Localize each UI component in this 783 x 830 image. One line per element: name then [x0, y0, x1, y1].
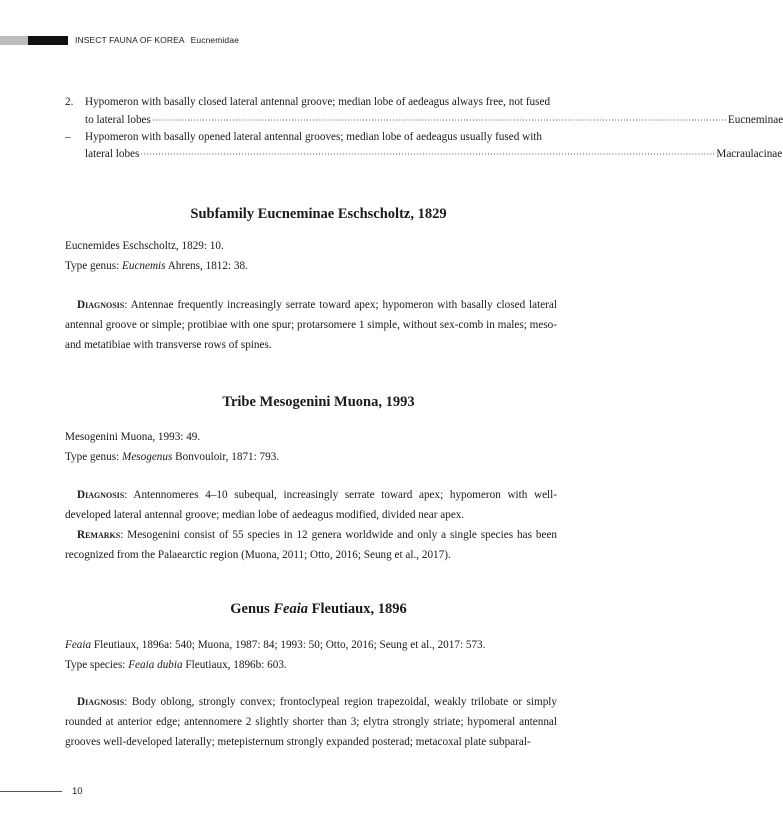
genus-type-suffix: Fleutiaux, 1896b: 603. [182, 659, 287, 671]
genus-type-species [65, 658, 287, 672]
key-lead-a-line2 [85, 113, 783, 128]
subfamily-diagnosis-text: : Antennae frequently increasingly serrate toward apex; hypomeron with basally closed lateral antennal groove or simple; protibiae with one spur; protarsomere 1 simple, without sex-comb in males; meso- and metatibiae with transverse rows of spines. [65, 299, 557, 351]
genus-heading-suffix: Fleutiaux, 1896 [308, 601, 407, 617]
key-couplet-number: 2. [65, 96, 74, 108]
tribe-type-genus [65, 450, 279, 464]
tribe-remarks-text: : Mesogenini consist of 55 species in 12 genera worldwide and only a single species has been recognized from the Palaearctic region (Muona, 2011; Otto, 2016; Seung et al., 2017). [65, 529, 557, 561]
tribe-remarks [65, 525, 557, 565]
subfamily-diagnosis [65, 295, 557, 355]
tribe-type-prefix: Type genus: [65, 451, 123, 463]
genus-diagnosis-text: : Body oblong, strongly convex; frontoclypeal region trapezoidal, weakly trilobate or simply rounded at anterior edge; antennomere 2 slightly shorter than 3; elytra strongly striate; hypomeral antennal grooves well-developed laterally; metepisternum strongly expanded posterad; metacoxal plate subparal- [65, 696, 557, 748]
footer-rule [0, 791, 62, 792]
running-header [75, 35, 239, 46]
key-lead-a-dots: ·································································································································································································· [151, 116, 727, 125]
key-lead-b-dots: ·································································································································································································· [140, 150, 716, 159]
running-header-series: INSECT FAUNA OF KOREA [75, 35, 185, 45]
tribe-diagnosis-label: Diagnosis [77, 489, 125, 501]
genus-type-prefix: Type species: [65, 659, 129, 671]
key-lead-b-result: Macraulacinae [716, 148, 783, 160]
running-header-family: Eucnemidae [190, 35, 239, 45]
genus-citation-text: Fleutiaux, 1896a: 540; Muona, 1987: 84; 1993: 50; Otto, 2016; Seung et al., 2017: 573. [91, 639, 486, 651]
genus-citation [65, 638, 485, 652]
tribe-citation: Mesogenini Muona, 1993: 49. [65, 431, 201, 443]
subfamily-heading: Subfamily Eucneminae Eschscholtz, 1829 [190, 206, 447, 222]
subfamily-diagnosis-label: Diagnosis [77, 299, 125, 311]
subfamily-type-prefix: Type genus: [65, 260, 123, 272]
genus-heading-prefix: Genus [230, 601, 274, 617]
tribe-heading: Tribe Mesogenini Muona, 1993 [222, 394, 415, 410]
tribe-remarks-label: Remarks [77, 529, 121, 541]
genus-diagnosis [65, 692, 557, 752]
header-bar-black [28, 36, 68, 45]
key-lead-b-tail: lateral lobes [85, 148, 140, 160]
genus-heading-name: Feaia [273, 601, 309, 617]
page-number: 10 [72, 786, 83, 797]
subfamily-type-suffix: Ahrens, 1812: 38. [165, 260, 248, 272]
genus-citation-name: Feaia [65, 639, 92, 651]
genus-type-name: Feaia dubia [128, 659, 183, 671]
genus-diagnosis-label: Diagnosis [77, 696, 125, 708]
subfamily-type-name: Eucnemis [122, 260, 166, 272]
key-lead-b-line1: Hypomeron with basally opened lateral antennal grooves; median lobe of aedeagus usually fused with [85, 131, 542, 143]
tribe-diagnosis [65, 485, 557, 525]
header-bar-gray [0, 36, 28, 45]
tribe-type-name: Mesogenus [122, 451, 173, 463]
key-lead-a-tail: to lateral lobes [85, 114, 151, 126]
tribe-diagnosis-text: : Antennomeres 4–10 subequal, increasingly serrate toward apex; hypomeron with well-developed lateral antennal groove; median lobe of aedeagus modified, divided near apex. [65, 489, 557, 521]
key-lead-b-line2 [85, 147, 783, 162]
subfamily-citation: Eucnemides Eschscholtz, 1829: 10. [65, 240, 224, 252]
tribe-type-suffix: Bonvouloir, 1871: 793. [172, 451, 280, 463]
key-lead-a-result: Eucneminae [727, 114, 783, 126]
key-lead-a-line1: Hypomeron with basally closed lateral antennal groove; median lobe of aedeagus always free, not fused [85, 96, 551, 108]
subfamily-type-genus [65, 259, 248, 273]
key-dash: – [65, 131, 71, 143]
genus-heading [0, 600, 637, 618]
